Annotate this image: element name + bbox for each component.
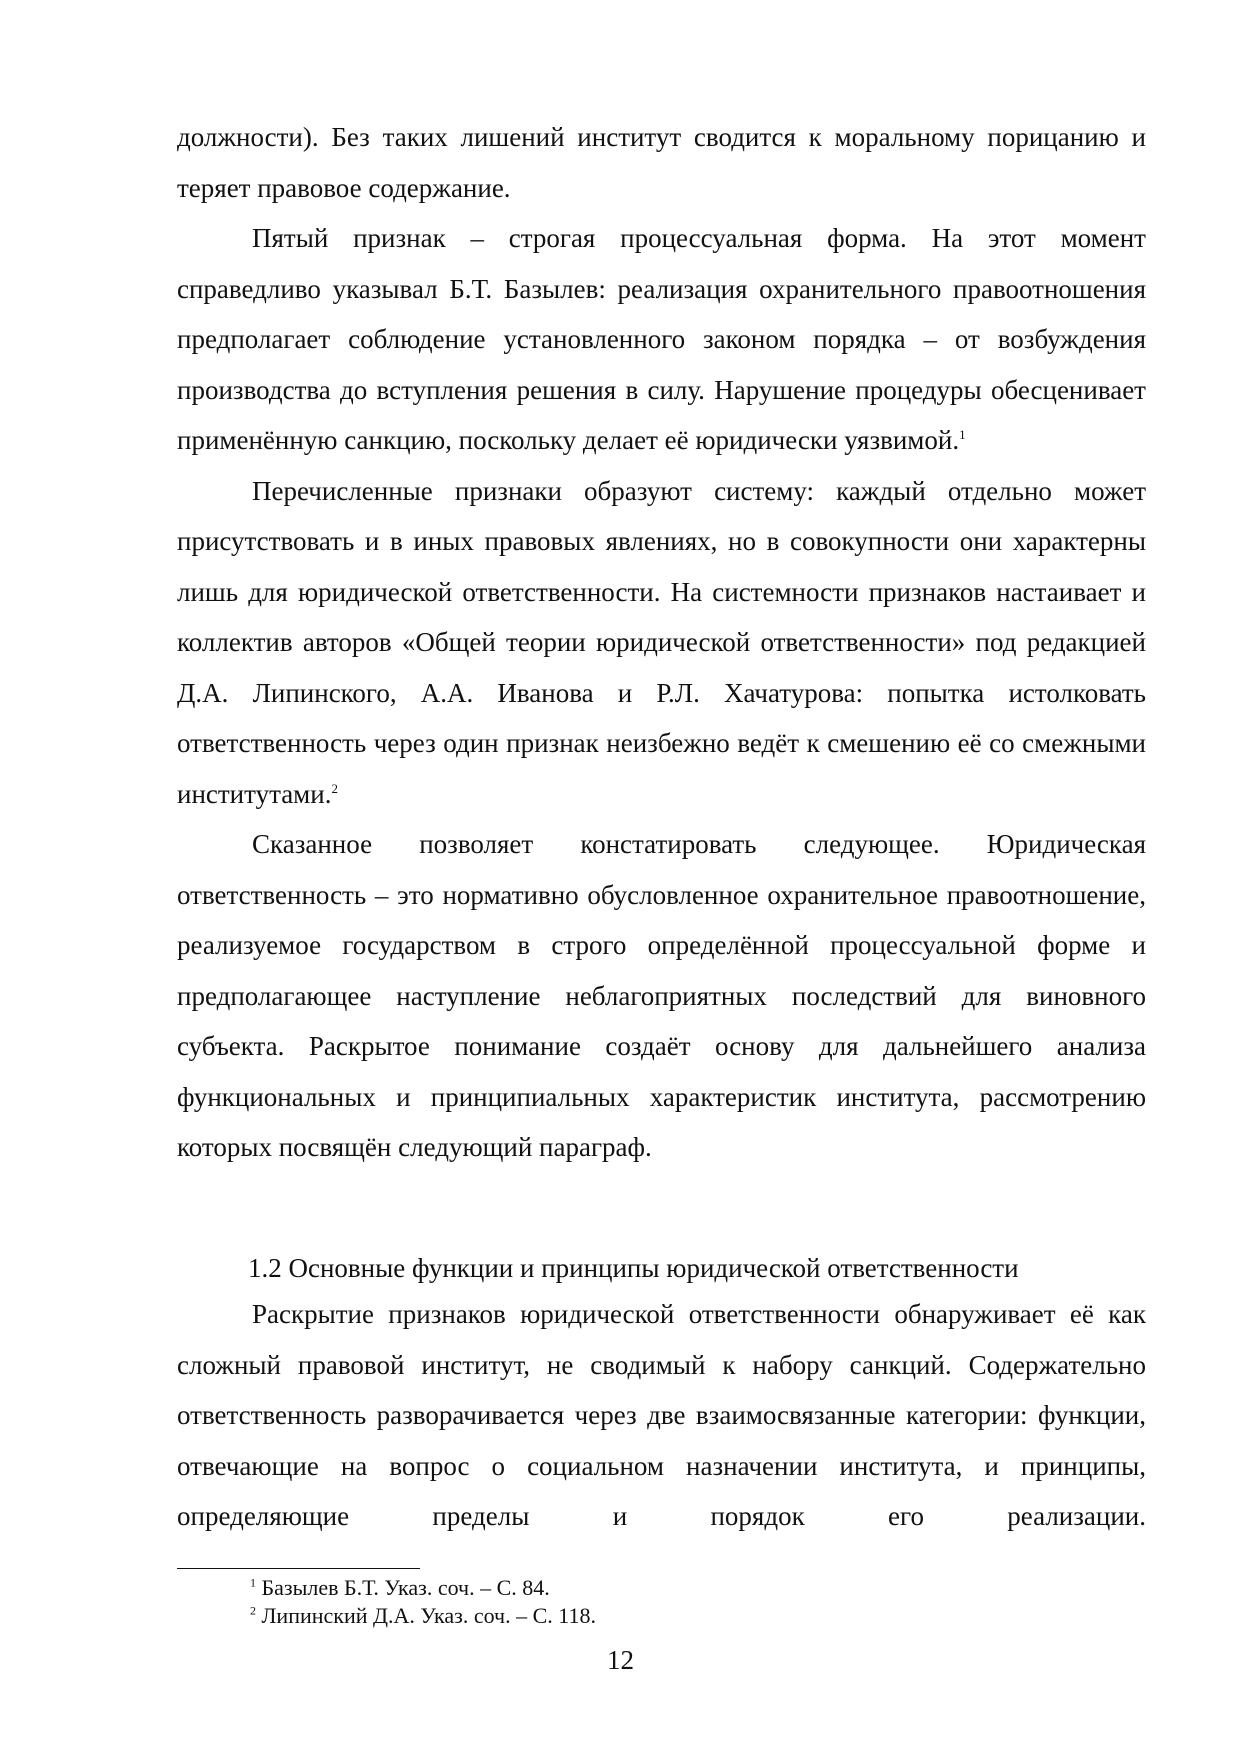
footnote-mark-2: 2	[250, 1603, 256, 1618]
section-heading: 1.2 Основные функции и принципы юридической ответственности	[248, 1253, 1019, 1283]
footnote-text-1: Базылев Б.Т. Указ. соч. – С. 84.	[261, 1575, 550, 1600]
section-body-text	[177, 1289, 1146, 1542]
body-text	[177, 112, 1146, 1173]
paragraph-conclusion: Сказанное позволяет констатировать следующее. Юридическая ответственность – это нормативно обусловленное охранительное правоотношение, реализуемое государством в строго определённой процессуальной форме и предполагающее наступление неблагоприятных последствий для виновного субъекта. Раскрытое понимание создаёт основу для дальнейшего анализа функциональных и принципиальных характеристик института, рассмотрению которых посвящён следующий параграф.	[177, 829, 1146, 1162]
footnote-ref-1[interactable]: 1	[959, 427, 966, 442]
paragraph-section-intro: Раскрытие признаков юридической ответственности обнаруживает её как сложный правовой институт, не сводимый к набору санкций. Содержательно ответственность разворачивается через две взаимосвязанные категории: функции, отвечающие на вопрос о социальном назначении института, и принципы, определяющие пределы и порядок его реализации.	[177, 1299, 1146, 1531]
footnotes	[250, 1574, 596, 1630]
paragraph-fifth-feature: Пятый признак – строгая процессуальная форма. На этот момент справедливо указывал Б.Т. Базылев: реализация охранительного правоотношения предполагает соблюдение установленного законом порядка – от возбуждения производства до вступления решения в силу. Нарушение процедуры обесценивает применённую санкцию, поскольку делает её юридически уязвимой.$^1$	[177, 223, 1146, 455]
footnote-separator	[177, 1568, 420, 1569]
footnote-2	[250, 1602, 596, 1630]
footnote-text-2: Липинский Д.А. Указ. соч. – С. 118.	[261, 1603, 596, 1628]
footnote-1	[250, 1574, 596, 1602]
page-number: 12	[607, 1645, 634, 1675]
paragraph-continuation: должности). Без таких лишений институт сводится к моральному порицанию и теряет правовое содержание.	[177, 122, 1146, 203]
paragraph-system-of-features: Перечисленные признаки образуют систему: каждый отдельно может присутствовать и в иных правовых явлениях, но в совокупности они характерны лишь для юридической ответственности. На системности признаков настаивает и коллектив авторов «Общей теории юридической ответственности» под редакцией Д.А. Липинского, А.А. Иванова и Р.Л. Хачатурова: попытка истолковать ответственность через один признак неизбежно ведёт к смешению её со смежными институтами.$^2$	[177, 475, 1146, 809]
footnote-mark-1: 1	[250, 1575, 256, 1590]
footnote-ref-2[interactable]: 2	[331, 780, 338, 796]
